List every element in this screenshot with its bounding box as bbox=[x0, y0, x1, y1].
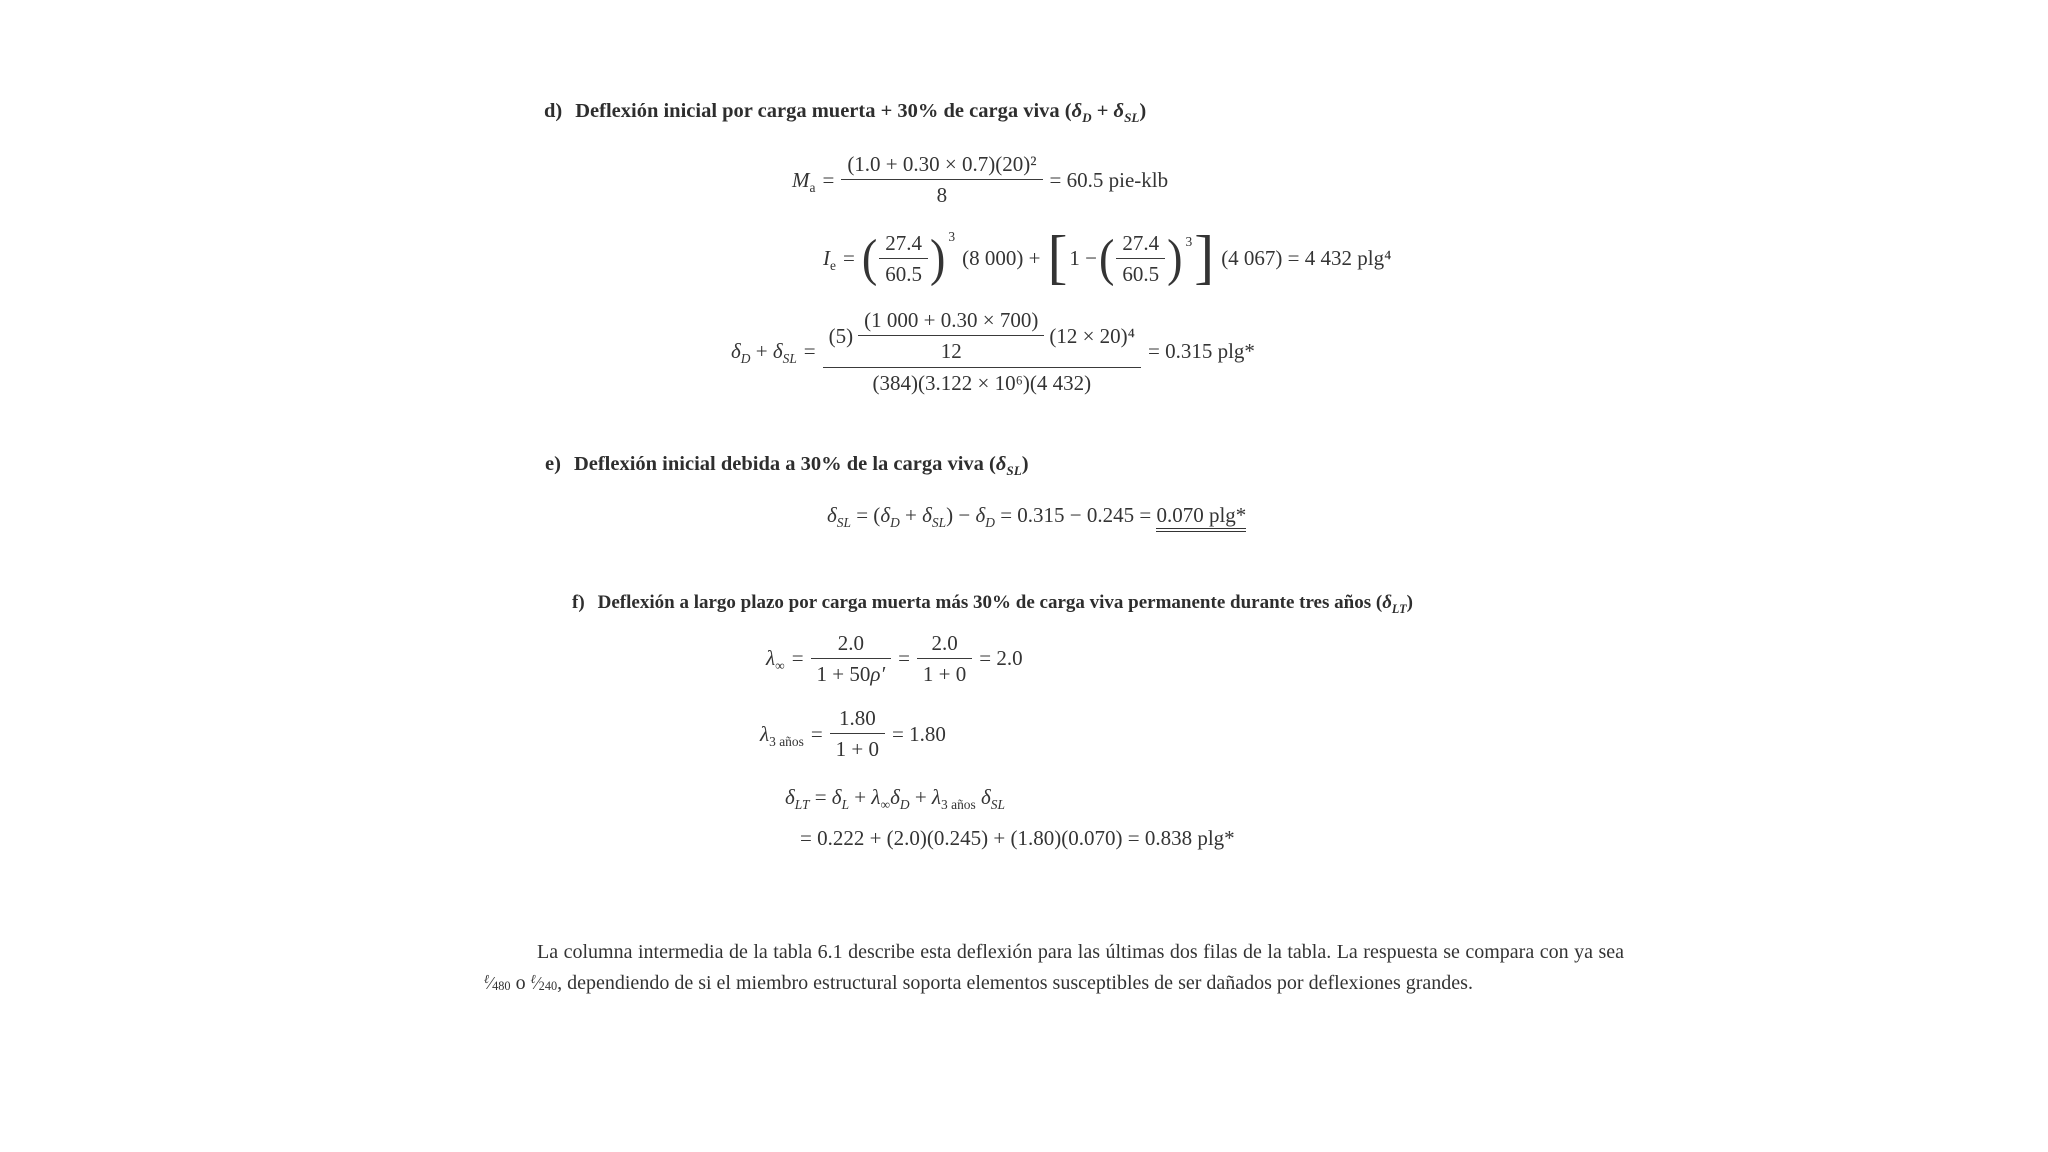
plus-sign: + bbox=[1091, 100, 1114, 122]
denominator: 60.5 bbox=[1122, 261, 1160, 286]
section-f-heading bbox=[572, 592, 1634, 614]
equation-lambda-inf bbox=[766, 630, 1634, 687]
equation bbox=[823, 224, 1392, 291]
one-minus: 1 − bbox=[1069, 246, 1097, 271]
equation-result: (4 067) = 4 432 plg⁴ bbox=[1221, 246, 1392, 271]
close-paren: ) bbox=[1139, 100, 1147, 122]
operator-text: + bbox=[849, 785, 872, 810]
fraction bbox=[917, 630, 972, 687]
close-bracket-big: ] bbox=[1194, 224, 1215, 291]
delta-symbol: δ bbox=[890, 785, 900, 810]
subscript-LT: LT bbox=[1391, 601, 1407, 616]
fraction bbox=[1116, 230, 1165, 287]
section-e-label: e) bbox=[545, 452, 561, 475]
exponent-3: 3 bbox=[948, 228, 956, 244]
equation bbox=[827, 502, 1246, 528]
inline-fraction-240 bbox=[531, 973, 558, 993]
subscript-infinity: ∞ bbox=[775, 658, 785, 674]
equation-result: = 60.5 pie-klb bbox=[1049, 167, 1169, 192]
delta-symbol: δ bbox=[922, 502, 932, 527]
section-e-title-text: Deflexión inicial debida a 30% de la carga viva ( bbox=[573, 452, 996, 475]
var-I: I bbox=[823, 246, 830, 271]
subscript-SL: SL bbox=[782, 351, 797, 367]
section-d-title bbox=[575, 100, 1147, 126]
subscript-D: D bbox=[740, 351, 751, 367]
numerator: (1.0 + 0.30 × 0.7)(20)² bbox=[841, 151, 1042, 180]
equation-delta-lt bbox=[785, 784, 1634, 813]
section-f-title bbox=[598, 592, 1413, 614]
subscript-D: D bbox=[890, 514, 900, 530]
outer-numerator bbox=[823, 306, 1141, 368]
expression bbox=[827, 502, 1246, 528]
equation bbox=[766, 630, 1023, 687]
delta-symbol: δ bbox=[880, 502, 891, 527]
operator-text: = bbox=[809, 785, 832, 810]
operator-text: + bbox=[899, 502, 923, 527]
var-M: M bbox=[792, 167, 810, 192]
section-f-label: f) bbox=[572, 591, 585, 613]
section-e-heading bbox=[545, 453, 1634, 476]
delta-symbol: δ bbox=[1382, 591, 1392, 613]
denominator: 8 bbox=[936, 183, 948, 208]
operator-text: ) − bbox=[946, 502, 976, 527]
lhs-Ma bbox=[792, 167, 815, 193]
closing-paragraph bbox=[484, 937, 1624, 999]
equals-sign: = bbox=[803, 339, 816, 364]
numerator: 2.0 bbox=[917, 630, 972, 659]
delta-symbol: δ bbox=[995, 452, 1007, 475]
section-f-title-text: Deflexión a largo plazo por carga muerta más 30% de carga viva permanente durante tres años ( bbox=[597, 591, 1383, 613]
subscript-L: L bbox=[841, 797, 850, 813]
delta-symbol: δ bbox=[1071, 100, 1083, 122]
inner-numerator: (1 000 + 0.30 × 700) bbox=[858, 307, 1044, 336]
fraction bbox=[830, 705, 885, 762]
delta-symbol: δ bbox=[975, 502, 986, 527]
subscript-SL: SL bbox=[990, 797, 1005, 813]
numerator: 27.4 bbox=[879, 230, 928, 259]
lhs-lambda-3y bbox=[760, 721, 804, 747]
denominator bbox=[811, 659, 892, 687]
equation-lambda-3y bbox=[760, 705, 1634, 762]
fraction-slash: ⁄ bbox=[535, 972, 539, 993]
delta-symbol: δ bbox=[772, 339, 783, 364]
operator-text: = 0.315 − 0.245 = bbox=[994, 502, 1157, 527]
equation-result: = 0.315 plg* bbox=[1147, 339, 1255, 364]
middle-term: (8 000) + bbox=[962, 246, 1041, 271]
delta-symbol: δ bbox=[785, 785, 795, 810]
paragraph-text: , dependiendo de si el miembro estructural soporta elementos susceptibles de ser dañados por deflexiones grandes. bbox=[557, 971, 1473, 994]
numerator: 27.4 bbox=[1116, 230, 1165, 259]
denominator: 60.5 bbox=[885, 261, 922, 286]
subscript-infinity: ∞ bbox=[880, 797, 891, 813]
equation bbox=[760, 705, 946, 762]
equation-result: = 1.80 bbox=[892, 721, 946, 746]
numerator: 2.0 bbox=[811, 630, 892, 659]
section-e-title bbox=[574, 453, 1029, 476]
subscript-SL: SL bbox=[931, 514, 947, 530]
equation-deflection-d bbox=[731, 306, 1634, 396]
fraction bbox=[879, 230, 928, 287]
subscript-3anos: 3 años bbox=[769, 733, 804, 749]
fraction-slash: ⁄ bbox=[489, 972, 493, 993]
lambda-symbol: λ bbox=[766, 646, 776, 671]
exponent-3: 3 bbox=[1185, 234, 1193, 250]
outer-fraction bbox=[823, 306, 1141, 396]
lambda-symbol: λ bbox=[871, 785, 881, 810]
equation bbox=[792, 151, 1168, 208]
denominator-240: 240 bbox=[538, 978, 558, 993]
equation-result: = 2.0 bbox=[979, 646, 1023, 671]
open-paren-big: ( bbox=[1098, 228, 1115, 287]
equation bbox=[785, 784, 1005, 813]
denominator: 1 + 0 bbox=[922, 661, 967, 686]
subscript-SL: SL bbox=[836, 514, 851, 530]
rho-prime-symbol: ρ′ bbox=[870, 661, 886, 686]
final-result-underlined: 0.070 plg* bbox=[1156, 503, 1246, 532]
operator-text: + bbox=[909, 785, 932, 810]
equation bbox=[800, 825, 1235, 851]
lambda-symbol: λ bbox=[931, 785, 942, 810]
equation-ie bbox=[823, 224, 1634, 291]
lhs-lambda-inf bbox=[766, 645, 785, 674]
close-paren: ) bbox=[1406, 591, 1413, 613]
coefficient: (5) bbox=[828, 323, 854, 348]
delta-symbol: δ bbox=[731, 339, 741, 364]
equation bbox=[731, 306, 1255, 396]
fraction bbox=[841, 151, 1042, 208]
section-d-title-text: Deflexión inicial por carga muerta + 30% de carga viva ( bbox=[575, 100, 1072, 122]
close-paren-big: ) bbox=[929, 228, 946, 287]
inner-denominator: 12 bbox=[940, 339, 962, 364]
subscript-SL: SL bbox=[1124, 110, 1140, 126]
subscript-3anos: 3 años bbox=[941, 797, 976, 813]
equation-delta-lt-result bbox=[800, 825, 1634, 851]
paragraph-text: La columna intermedia de la tabla 6.1 describe esta deflexión para las últimas dos filas de la tabla. La respuesta se compara con ya sea bbox=[537, 940, 1624, 963]
numerator: 1.80 bbox=[830, 705, 885, 734]
paren-group bbox=[862, 230, 955, 287]
plus-sign: + bbox=[750, 339, 773, 364]
lhs-Ie bbox=[823, 245, 836, 274]
operator-text: = ( bbox=[850, 502, 881, 527]
denominator-480: 480 bbox=[492, 978, 511, 993]
open-paren-big: ( bbox=[861, 228, 878, 287]
section-d-label: d) bbox=[544, 100, 563, 122]
page-content bbox=[484, 100, 1634, 998]
expression bbox=[785, 784, 1005, 813]
inline-fraction-480 bbox=[484, 973, 511, 993]
subscript-SL: SL bbox=[1006, 462, 1022, 478]
subscript-LT: LT bbox=[794, 797, 810, 813]
power-term: (12 × 20)⁴ bbox=[1049, 323, 1135, 348]
equation-result: = 0.222 + (2.0)(0.245) + (1.80)(0.070) = 0.838 plg* bbox=[800, 825, 1235, 850]
lambda-symbol: λ bbox=[760, 721, 770, 746]
delta-symbol: δ bbox=[831, 785, 842, 810]
subscript-D: D bbox=[1082, 110, 1092, 126]
equals-sign: = bbox=[822, 167, 835, 192]
equals-sign: = bbox=[810, 721, 823, 746]
close-paren-big: ) bbox=[1167, 228, 1183, 287]
paragraph-text: o bbox=[510, 971, 531, 994]
equals-sign: = bbox=[898, 646, 910, 671]
inner-fraction bbox=[858, 307, 1044, 364]
subscript-e: e bbox=[830, 258, 836, 274]
delta-symbol: δ bbox=[1113, 100, 1125, 122]
fraction bbox=[811, 630, 892, 687]
bracket-group bbox=[1047, 224, 1215, 291]
equals-sign: = bbox=[842, 246, 855, 271]
equation-delta-sl bbox=[827, 502, 1634, 528]
denominator: 1 + 0 bbox=[835, 737, 880, 762]
ell-symbol: ℓ bbox=[530, 971, 536, 986]
delta-symbol: δ bbox=[981, 785, 991, 810]
section-d-heading bbox=[544, 100, 1634, 126]
close-paren: ) bbox=[1021, 452, 1029, 475]
equation-ma bbox=[792, 151, 1634, 208]
open-bracket-big: [ bbox=[1047, 224, 1068, 291]
subscript-D: D bbox=[985, 514, 995, 530]
subscript-D: D bbox=[899, 797, 910, 813]
subscript-a: a bbox=[809, 179, 816, 195]
delta-symbol: δ bbox=[827, 502, 837, 527]
denominator-text: 1 + 50 bbox=[816, 661, 871, 686]
lhs-deltas bbox=[731, 338, 797, 367]
ell-symbol: ℓ bbox=[484, 971, 490, 986]
outer-denominator: (384)(3.122 × 10⁶)(4 432) bbox=[872, 371, 1092, 396]
equals-sign: = bbox=[791, 646, 804, 671]
